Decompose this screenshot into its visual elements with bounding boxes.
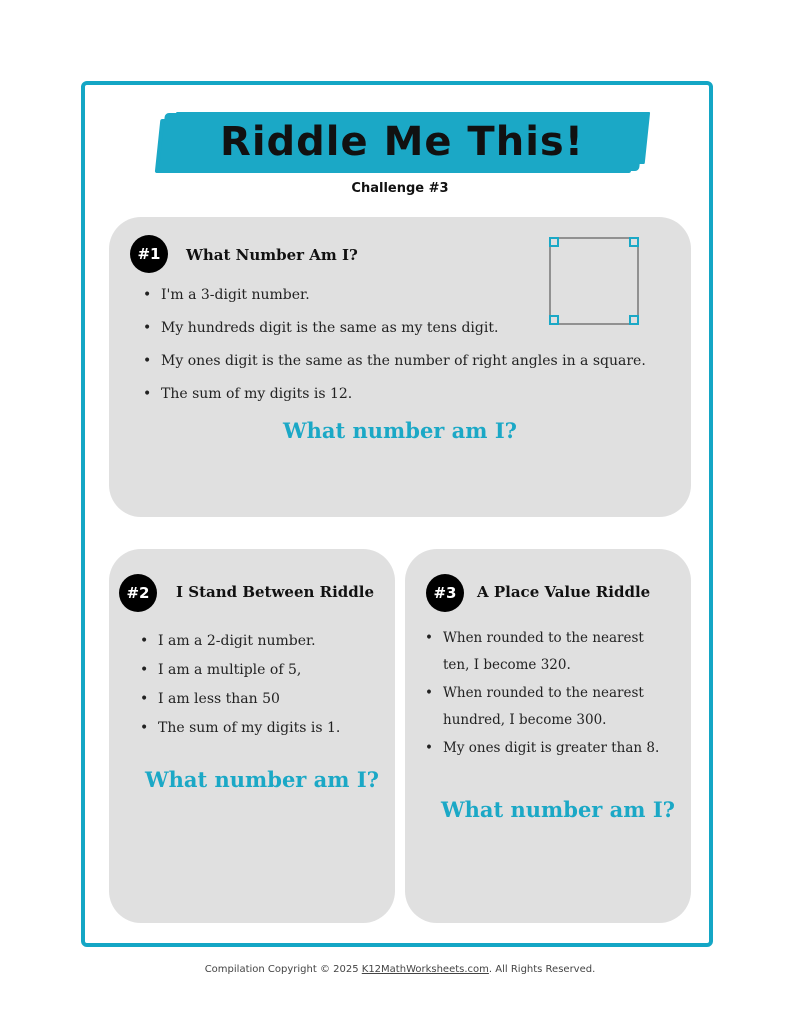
riddle-1-title: What Number Am I?: [186, 246, 358, 264]
page-title: Riddle Me This!: [220, 119, 584, 165]
riddle-2-title: I Stand Between Riddle: [176, 583, 374, 601]
riddle-3-title: A Place Value Riddle: [477, 583, 651, 601]
list-item: • I am a multiple of 5,: [140, 662, 340, 691]
list-item: • My hundreds digit is the same as my tens digit.: [143, 320, 646, 353]
list-item: • My ones digit is the same as the number of right angles in a square.: [143, 353, 646, 386]
riddle-2-question: What number am I?: [145, 767, 379, 792]
riddle-1-badge: #1: [130, 235, 168, 273]
riddle-3-clues: [425, 630, 659, 767]
footer-suffix: . All Rights Reserved.: [488, 964, 596, 975]
list-item-continuation: hundred, I become 300.: [443, 712, 607, 728]
list-item-continuation: ten, I become 320.: [443, 657, 571, 673]
list-item: • When rounded to the nearest: [425, 630, 659, 657]
riddle-3-badge: #3: [426, 574, 464, 612]
challenge-subtitle: Challenge #3: [351, 181, 449, 196]
list-item: • I am less than 50: [140, 691, 340, 720]
footer-prefix: Compilation Copyright © 2025: [204, 964, 362, 975]
riddle-3-question: What number am I?: [441, 797, 675, 822]
footer-site-link[interactable]: K12MathWorksheets.com: [361, 964, 489, 975]
list-item: • I'm a 3-digit number.: [143, 287, 646, 320]
list-item: • I am a 2-digit number.: [140, 633, 340, 662]
list-item: • The sum of my digits is 12.: [143, 386, 646, 419]
riddle-2-badge: #2: [119, 574, 157, 612]
list-item: • When rounded to the nearest: [425, 685, 659, 712]
list-item: • My ones digit is greater than 8.: [425, 740, 659, 767]
riddle-2-clues: [140, 633, 340, 749]
footer-copyright: [0, 964, 800, 975]
riddle-1-question: What number am I?: [283, 418, 517, 443]
riddle-1-clues: [143, 287, 646, 419]
list-item: • The sum of my digits is 1.: [140, 720, 340, 749]
